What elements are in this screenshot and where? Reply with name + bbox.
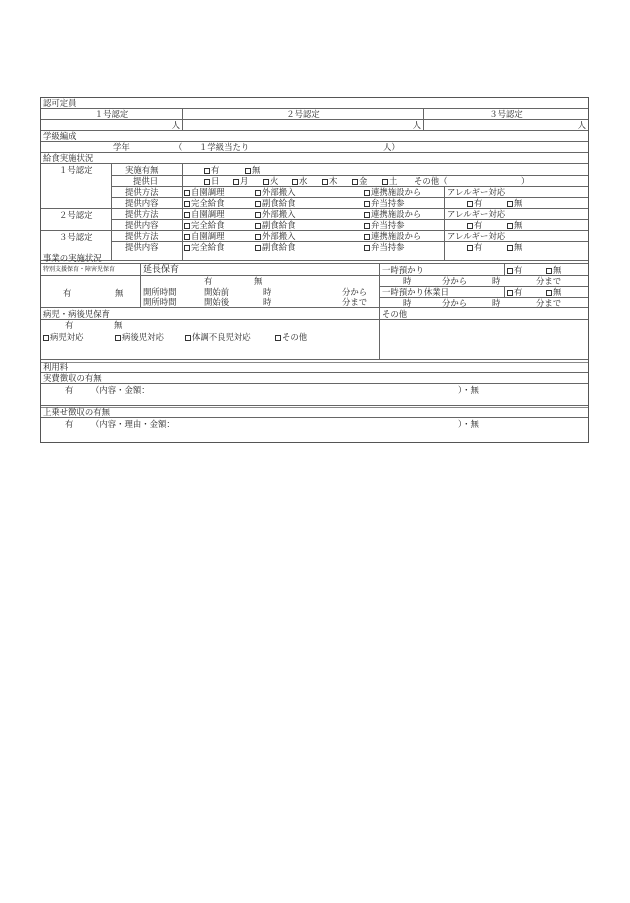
post-illness-checkbox[interactable]: 病後児対応 <box>115 333 164 341</box>
method-external-checkbox[interactable]: 外部搬入 <box>255 188 296 196</box>
capacity-header-cert2: ２号認定 <box>183 109 424 119</box>
allergy-yes-checkbox[interactable]: 有 <box>467 243 482 251</box>
extra-charge-detail-label: （内容・理由・金額： <box>91 419 175 429</box>
capacity-header-cert3: ３号認定 <box>489 109 523 119</box>
unit-label: 人 <box>171 120 180 130</box>
class-title: 学級編成 <box>43 130 77 141</box>
content-label-cert1: 提供内容 <box>125 198 159 208</box>
extended-no[interactable]: 無 <box>254 276 263 286</box>
sick-child-yes[interactable]: 有 <box>65 320 74 330</box>
days-label: 提供日 <box>133 176 159 186</box>
capacity-section-title <box>41 98 588 109</box>
implementation-no-checkbox[interactable]: 無 <box>245 166 260 174</box>
method-partner-checkbox[interactable]: 連携施設から <box>364 210 421 218</box>
open-time-label: 開所時間 <box>143 287 177 297</box>
actual-cost-detail-label: （内容・金額： <box>91 385 150 395</box>
content-full-meal-checkbox[interactable]: 完全給食 <box>184 221 225 229</box>
content-label-cert3: 提供内容 <box>125 242 159 252</box>
implementation-label: 実施有無 <box>125 165 159 175</box>
allergy-yes-checkbox[interactable]: 有 <box>467 221 482 229</box>
after-hour-field[interactable]: 時 <box>263 297 272 307</box>
extended-care-label: 延長保育 <box>143 265 180 275</box>
meal-cert2-label: ２号認定 <box>59 210 93 220</box>
actual-cost-no[interactable]: ）・無 <box>458 385 479 395</box>
other-service-label: その他 <box>382 309 408 319</box>
method-partner-checkbox[interactable]: 連携施設から <box>364 232 421 240</box>
temporary-end-hour[interactable]: 時 <box>492 276 501 286</box>
grade-label: 学年 <box>113 142 130 152</box>
per-class-label: １学級当たり <box>199 142 250 152</box>
capacity-header-row <box>41 109 588 120</box>
temporary-holiday-start-minute[interactable]: 分から <box>442 298 468 308</box>
temporary-start-minute[interactable]: 分から <box>442 276 468 286</box>
method-self-cooking-checkbox[interactable]: 自園調理 <box>184 232 225 240</box>
meal-table <box>41 164 588 261</box>
extended-yes[interactable]: 有 <box>204 276 213 286</box>
temporary-no-checkbox[interactable]: 無 <box>546 266 561 274</box>
actual-cost-yes[interactable]: 有 <box>65 385 74 395</box>
sick-other-checkbox[interactable]: その他 <box>275 333 307 341</box>
unit-label: 人 <box>577 120 586 130</box>
document-page <box>40 97 589 443</box>
extra-charge-row[interactable] <box>41 418 588 442</box>
special-support-label: 特別支援保育・障害児保育 <box>43 266 116 273</box>
implementation-yes-checkbox[interactable]: 有 <box>204 166 219 174</box>
content-bento-checkbox[interactable]: 弁当持参 <box>364 199 405 207</box>
sick-child-label: 病児・病後児保育 <box>43 309 110 319</box>
open-paren: （ <box>174 142 183 152</box>
extra-charge-no[interactable]: ）・無 <box>458 419 479 429</box>
allergy-label-cert3: アレルギー対応 <box>447 231 506 241</box>
capacity-title: 認可定員 <box>43 97 77 108</box>
meal-cert1-label: １号認定 <box>59 165 93 175</box>
content-side-dish-checkbox[interactable]: 副食給食 <box>255 221 296 229</box>
temporary-yes-checkbox[interactable]: 有 <box>507 266 522 274</box>
day-mon-checkbox[interactable]: 月 <box>233 177 248 185</box>
temporary-holiday-end-hour[interactable]: 時 <box>492 298 501 308</box>
extra-charge-yes[interactable]: 有 <box>65 419 74 429</box>
day-other-close: ） <box>521 176 530 186</box>
unit-label: 人 <box>412 120 421 130</box>
method-self-cooking-checkbox[interactable]: 自園調理 <box>184 188 225 196</box>
content-label-cert2: 提供内容 <box>125 220 159 230</box>
business-title: 事業の実施状況 <box>43 252 102 263</box>
day-other-label[interactable]: その他（ <box>414 176 448 186</box>
sick-child-no[interactable]: 無 <box>114 320 123 330</box>
method-self-cooking-checkbox[interactable]: 自園調理 <box>184 210 225 218</box>
meal-cert3-label: ３号認定 <box>59 232 93 242</box>
capacity-header-cert1: １号認定 <box>41 109 183 119</box>
method-partner-checkbox[interactable]: 連携施設から <box>364 188 421 196</box>
business-table <box>41 264 588 308</box>
special-support-yes[interactable]: 有 <box>63 288 72 298</box>
temporary-start-hour[interactable]: 時 <box>403 276 412 286</box>
after-open-label: 開始後 <box>204 297 230 307</box>
other-service-field[interactable] <box>380 320 589 359</box>
content-side-dish-checkbox[interactable]: 副食給食 <box>255 243 296 251</box>
content-bento-checkbox[interactable]: 弁当持参 <box>364 243 405 251</box>
capacity-value-row <box>41 120 588 131</box>
actual-cost-label: 実費徴収の有無 <box>43 372 102 383</box>
before-hour-field[interactable]: 時 <box>263 287 272 297</box>
allergy-label-cert2: アレルギー対応 <box>447 209 506 219</box>
special-support-no[interactable]: 無 <box>115 288 124 298</box>
temporary-care-label: 一時預かり <box>382 265 424 275</box>
meal-title: 給食実施状況 <box>43 152 94 163</box>
day-tue-checkbox[interactable]: 火 <box>263 177 278 185</box>
fees-title: 利用料 <box>43 362 69 373</box>
content-full-meal-checkbox[interactable]: 完全給食 <box>184 199 225 207</box>
class-row[interactable] <box>41 142 588 153</box>
before-open-label: 開始前 <box>204 287 230 297</box>
sick-child-block <box>41 308 588 360</box>
content-full-meal-checkbox[interactable]: 完全給食 <box>184 243 225 251</box>
method-external-checkbox[interactable]: 外部搬入 <box>255 232 296 240</box>
day-wed-checkbox[interactable]: 水 <box>292 177 307 185</box>
actual-cost-title <box>41 373 588 384</box>
after-minute-field[interactable]: 分まで <box>342 297 368 307</box>
temporary-holiday-label: 一時預かり休業日 <box>382 287 449 297</box>
temporary-holiday-end-minute[interactable]: 分まで <box>536 298 562 308</box>
sick-child-checkbox[interactable]: 病児対応 <box>43 333 84 341</box>
extra-charge-label: 上乗せ徴収の有無 <box>43 407 110 418</box>
temporary-holiday-start-hour[interactable]: 時 <box>403 298 412 308</box>
class-section-title <box>41 131 588 142</box>
method-label-cert2: 提供方法 <box>125 209 159 219</box>
method-label-cert3: 提供方法 <box>125 231 159 241</box>
content-bento-checkbox[interactable]: 弁当持参 <box>364 221 405 229</box>
capacity-cert1-field[interactable] <box>41 120 183 130</box>
unwell-child-checkbox[interactable]: 体調不良児対応 <box>185 333 251 341</box>
capacity-cert3-field[interactable] <box>424 120 588 130</box>
day-fri-checkbox[interactable]: 金 <box>352 177 367 185</box>
allergy-no-checkbox[interactable]: 無 <box>507 243 522 251</box>
allergy-no-checkbox[interactable]: 無 <box>507 221 522 229</box>
business-section-title <box>41 253 588 264</box>
content-side-dish-checkbox[interactable]: 副食給食 <box>255 199 296 207</box>
fees-section-title <box>41 362 588 373</box>
before-minute-field[interactable]: 分から <box>342 287 368 297</box>
temporary-holiday-no-checkbox[interactable]: 無 <box>546 288 561 296</box>
facility-form <box>40 97 589 443</box>
allergy-label-cert1: アレルギー対応 <box>447 187 506 197</box>
temporary-end-minute[interactable]: 分まで <box>536 276 562 286</box>
per-class-unit: 人） <box>383 142 400 152</box>
capacity-cert2-field[interactable] <box>183 120 424 130</box>
day-sun-checkbox[interactable]: 日 <box>204 177 219 185</box>
extra-charge-title <box>41 407 588 418</box>
day-sat-checkbox[interactable]: 土 <box>382 177 397 185</box>
method-external-checkbox[interactable]: 外部搬入 <box>255 210 296 218</box>
method-label-cert1: 提供方法 <box>125 187 159 197</box>
actual-cost-row[interactable] <box>41 384 588 406</box>
day-thu-checkbox[interactable]: 木 <box>322 177 337 185</box>
temporary-holiday-yes-checkbox[interactable]: 有 <box>507 288 522 296</box>
open-time-label: 開所時間 <box>143 297 177 307</box>
allergy-yes-checkbox[interactable]: 有 <box>467 199 482 207</box>
allergy-no-checkbox[interactable]: 無 <box>507 199 522 207</box>
meal-section-title <box>41 153 588 164</box>
